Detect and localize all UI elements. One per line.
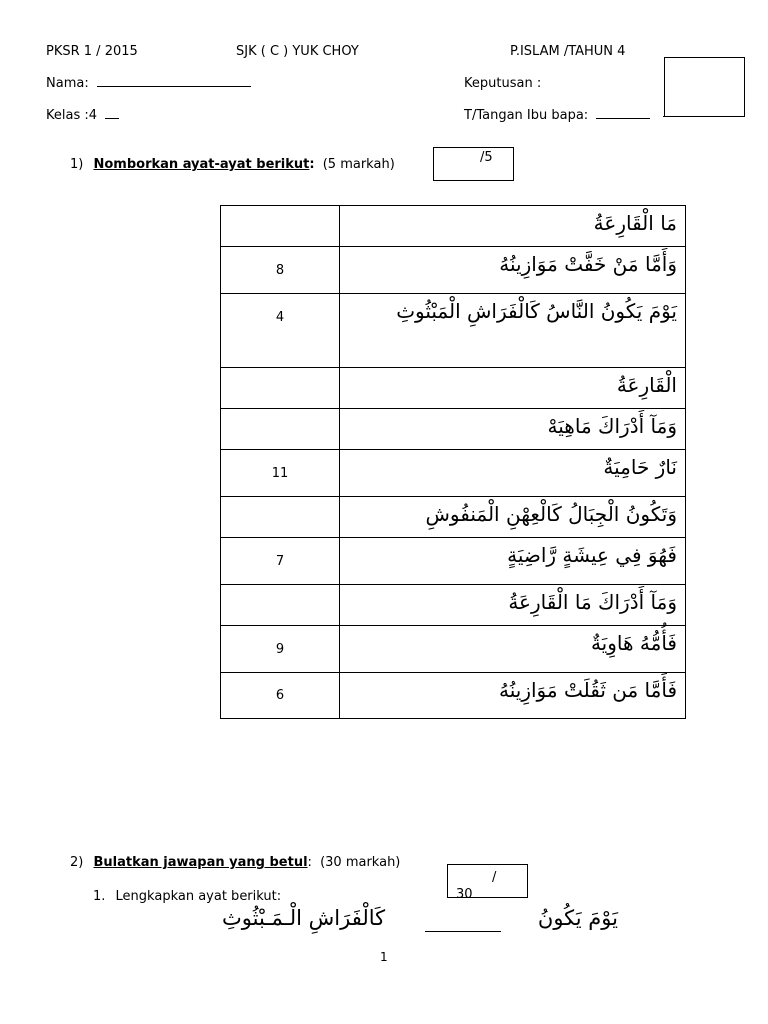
ayah-right: يَوْمَ يَكُونُ <box>537 906 618 930</box>
signature-row <box>464 108 650 123</box>
table-row <box>221 450 686 497</box>
answer-cell[interactable] <box>221 585 340 626</box>
page-number: 1 <box>380 950 388 964</box>
result-label: Keputusan : <box>464 76 542 91</box>
q1-score-box <box>433 147 514 181</box>
table-row <box>221 538 686 585</box>
ayah-cell: نَارٌ حَامِيَةٌ <box>340 450 686 497</box>
table-row <box>221 585 686 626</box>
name-row <box>46 76 251 91</box>
answer-cell[interactable]: 4 <box>221 294 340 368</box>
q1-table <box>220 205 686 719</box>
q1-marks: (5 markah) <box>322 157 395 172</box>
answer-cell[interactable]: 6 <box>221 673 340 719</box>
answer-cell[interactable] <box>221 206 340 247</box>
ayah-cell: يَوْمَ يَكُونُ النَّاسُ كَالْفَرَاشِ الْمَبْثُوثِ <box>340 294 686 368</box>
ayah-cell: فَأَمَّا مَن ثَقُلَتْ مَوَازِينُهُ <box>340 673 686 719</box>
table-row <box>221 206 686 247</box>
table-row <box>221 673 686 719</box>
answer-cell[interactable]: 11 <box>221 450 340 497</box>
q2-sub1-text: Lengkapkan ayat berikut: <box>115 889 282 904</box>
q2-heading <box>70 855 400 870</box>
exam-code: PKSR 1 / 2015 <box>46 44 138 59</box>
q2-score-box <box>447 864 528 898</box>
answer-cell[interactable] <box>221 497 340 538</box>
ayah-cell: وَتَكُونُ الْجِبَالُ كَالْعِهْنِ الْمَنفُوشِ <box>340 497 686 538</box>
table-row <box>221 497 686 538</box>
ayah-cell: فَأُمُّهُ هَاوِيَةٌ <box>340 626 686 673</box>
q2-score-total: 30 <box>456 887 473 898</box>
class-label: Kelas :4 <box>46 108 98 123</box>
answer-cell[interactable]: 8 <box>221 247 340 294</box>
q2-colon: : <box>307 855 312 870</box>
signature-field[interactable] <box>596 118 650 119</box>
q2-number: 2) <box>70 855 84 870</box>
ayah-cell: فَهُوَ فِي عِيشَةٍ رَّاضِيَةٍ <box>340 538 686 585</box>
name-field[interactable] <box>97 86 251 87</box>
q1-colon: : <box>309 157 315 172</box>
signature-line-ext <box>663 116 675 117</box>
table-row <box>221 294 686 368</box>
ayah-left: كَالْفَرَاشِ الْـمَـبْثُوثِ <box>222 906 386 930</box>
table-row <box>221 247 686 294</box>
q1-instruction: Nomborkan ayat-ayat berikut <box>93 157 310 172</box>
class-row <box>46 108 119 123</box>
score-total-box <box>664 57 745 117</box>
answer-cell[interactable]: 9 <box>221 626 340 673</box>
signature-label: T/Tangan Ibu bapa: <box>464 108 589 123</box>
ayah-cell: وَمَآ أَدْرَاكَ مَاهِيَهْ <box>340 409 686 450</box>
subject-year: P.ISLAM /TAHUN 4 <box>510 44 626 59</box>
ayah-cell: الْقَارِعَةُ <box>340 368 686 409</box>
class-field[interactable] <box>105 118 119 119</box>
answer-cell[interactable] <box>221 409 340 450</box>
answer-cell[interactable]: 7 <box>221 538 340 585</box>
q2-sub1-number: 1. <box>93 889 106 904</box>
blank-line[interactable] <box>425 931 501 932</box>
q1-number: 1) <box>70 157 84 172</box>
q1-heading <box>70 157 395 172</box>
q2-sub1-ayah <box>222 902 618 942</box>
ayah-cell: وَمَآ أَدْرَاكَ مَا الْقَارِعَةُ <box>340 585 686 626</box>
q1-score: /5 <box>480 150 493 165</box>
q2-score-slash: / <box>492 870 497 885</box>
table-row <box>221 368 686 409</box>
q2-instruction: Bulatkan jawapan yang betul <box>93 855 308 870</box>
table-row <box>221 409 686 450</box>
answer-cell[interactable] <box>221 368 340 409</box>
ayah-cell: وَأَمَّا مَنْ خَفَّتْ مَوَازِينُهُ <box>340 247 686 294</box>
q2-marks: (30 markah) <box>320 855 401 870</box>
school-name: SJK ( C ) YUK CHOY <box>236 44 359 59</box>
ayah-cell: مَا الْقَارِعَةُ <box>340 206 686 247</box>
name-label: Nama: <box>46 76 89 91</box>
table-row <box>221 626 686 673</box>
